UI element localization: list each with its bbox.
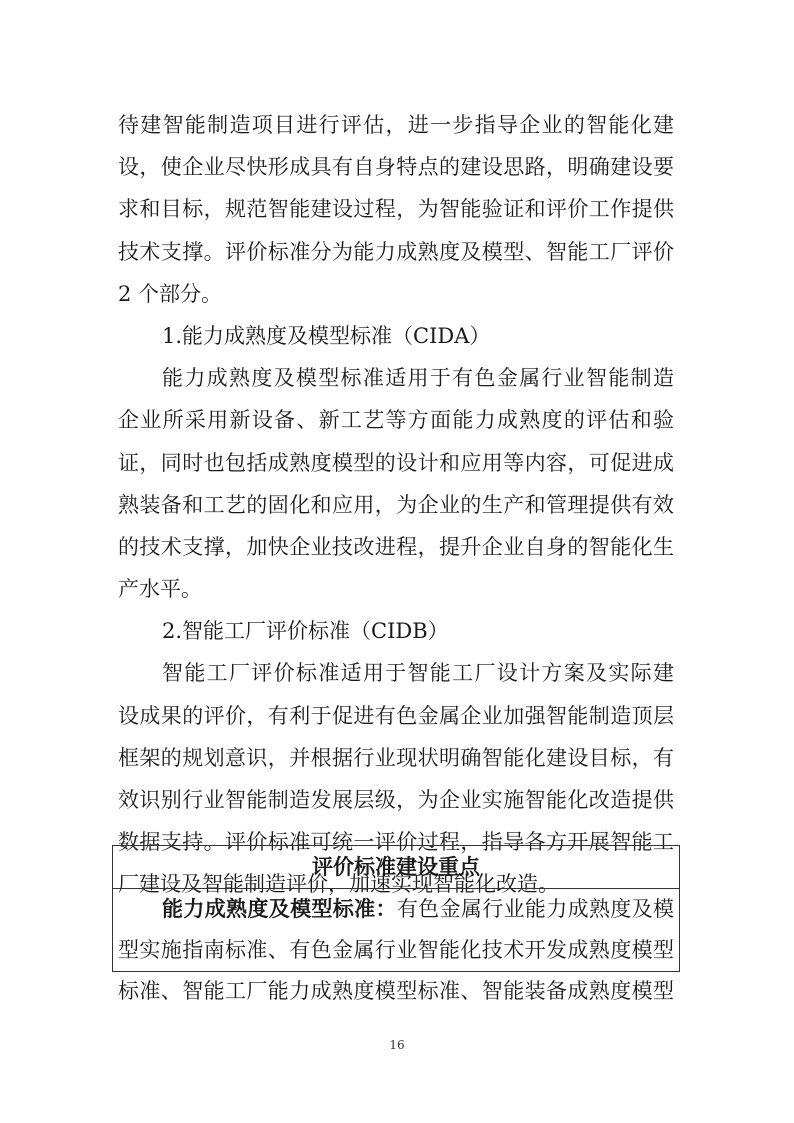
text-line: 标准、智能工厂能力成熟度模型标准、智能装备成熟度模型 xyxy=(118,979,674,1003)
bold-lead: 能力成熟度及模型标准： xyxy=(162,897,397,921)
text-line: 产水平。 xyxy=(118,577,202,602)
intro-paragraph xyxy=(118,104,674,315)
text-line: 设成果的评价，有利于促进有色金属企业加强智能制造顶层 xyxy=(118,703,674,728)
section-heading-cida: 1.能力成熟度及模型标准（CIDA） xyxy=(162,323,491,348)
page-number: 16 xyxy=(389,1038,405,1052)
text-line: 能力成熟度及模型标准适用于有色金属行业智能制造 xyxy=(162,366,674,391)
text-run: 有色金属行业能力成熟度及模 xyxy=(396,897,675,921)
text-line: 框架的规划意识，并根据行业现状明确智能化建设目标，有 xyxy=(118,745,674,770)
text-line: 技术支撑。评价标准分为能力成熟度及模型、智能工厂评价 xyxy=(118,239,674,264)
box-body xyxy=(113,889,679,1012)
text-line: 待建智能制造项目进行评估，进一步指导企业的智能化建 xyxy=(118,113,674,137)
text-line: 熟装备和工艺的固化和应用，为企业的生产和管理提供有效 xyxy=(118,492,674,517)
box-title: 评价标准建设重点 xyxy=(113,846,679,889)
text-line: 的技术支撑，加快企业技改进程，提升企业自身的智能化生 xyxy=(118,534,674,559)
text-line: 2 个部分。 xyxy=(118,281,223,306)
text-line xyxy=(118,889,674,930)
section-paragraph-cida xyxy=(118,357,674,610)
text-line: 智能工厂评价标准适用于智能工厂设计方案及实际建 xyxy=(162,661,674,686)
section-heading-cidb: 2.智能工厂评价标准（CIDB） xyxy=(162,619,449,644)
text-line: 设，使企业尽快形成具有自身特点的建设思路，明确建设要 xyxy=(118,155,674,180)
text-line: 效识别行业智能制造发展层级，为企业实施智能化改造提供 xyxy=(118,788,674,812)
text-line: 企业所采用新设备、新工艺等方面能力成熟度的评估和验 xyxy=(118,408,674,433)
document-body xyxy=(118,104,674,906)
text-line: 证，同时也包括成熟度模型的设计和应用等内容，可促进成 xyxy=(118,450,674,475)
text-line: 数据支持。评价标准可统一评价过程，指导各方开展智能工 xyxy=(118,830,674,855)
text-line: 求和目标，规范智能建设过程，为智能验证和评价工作提供 xyxy=(118,197,674,222)
text-line: 厂建设及智能制造评价，加速实现智能化改造。 xyxy=(118,872,559,897)
key-points-box xyxy=(112,845,680,1003)
text-line: 型实施指南标准、有色金属行业智能化技术开发成熟度模型 xyxy=(118,938,674,962)
